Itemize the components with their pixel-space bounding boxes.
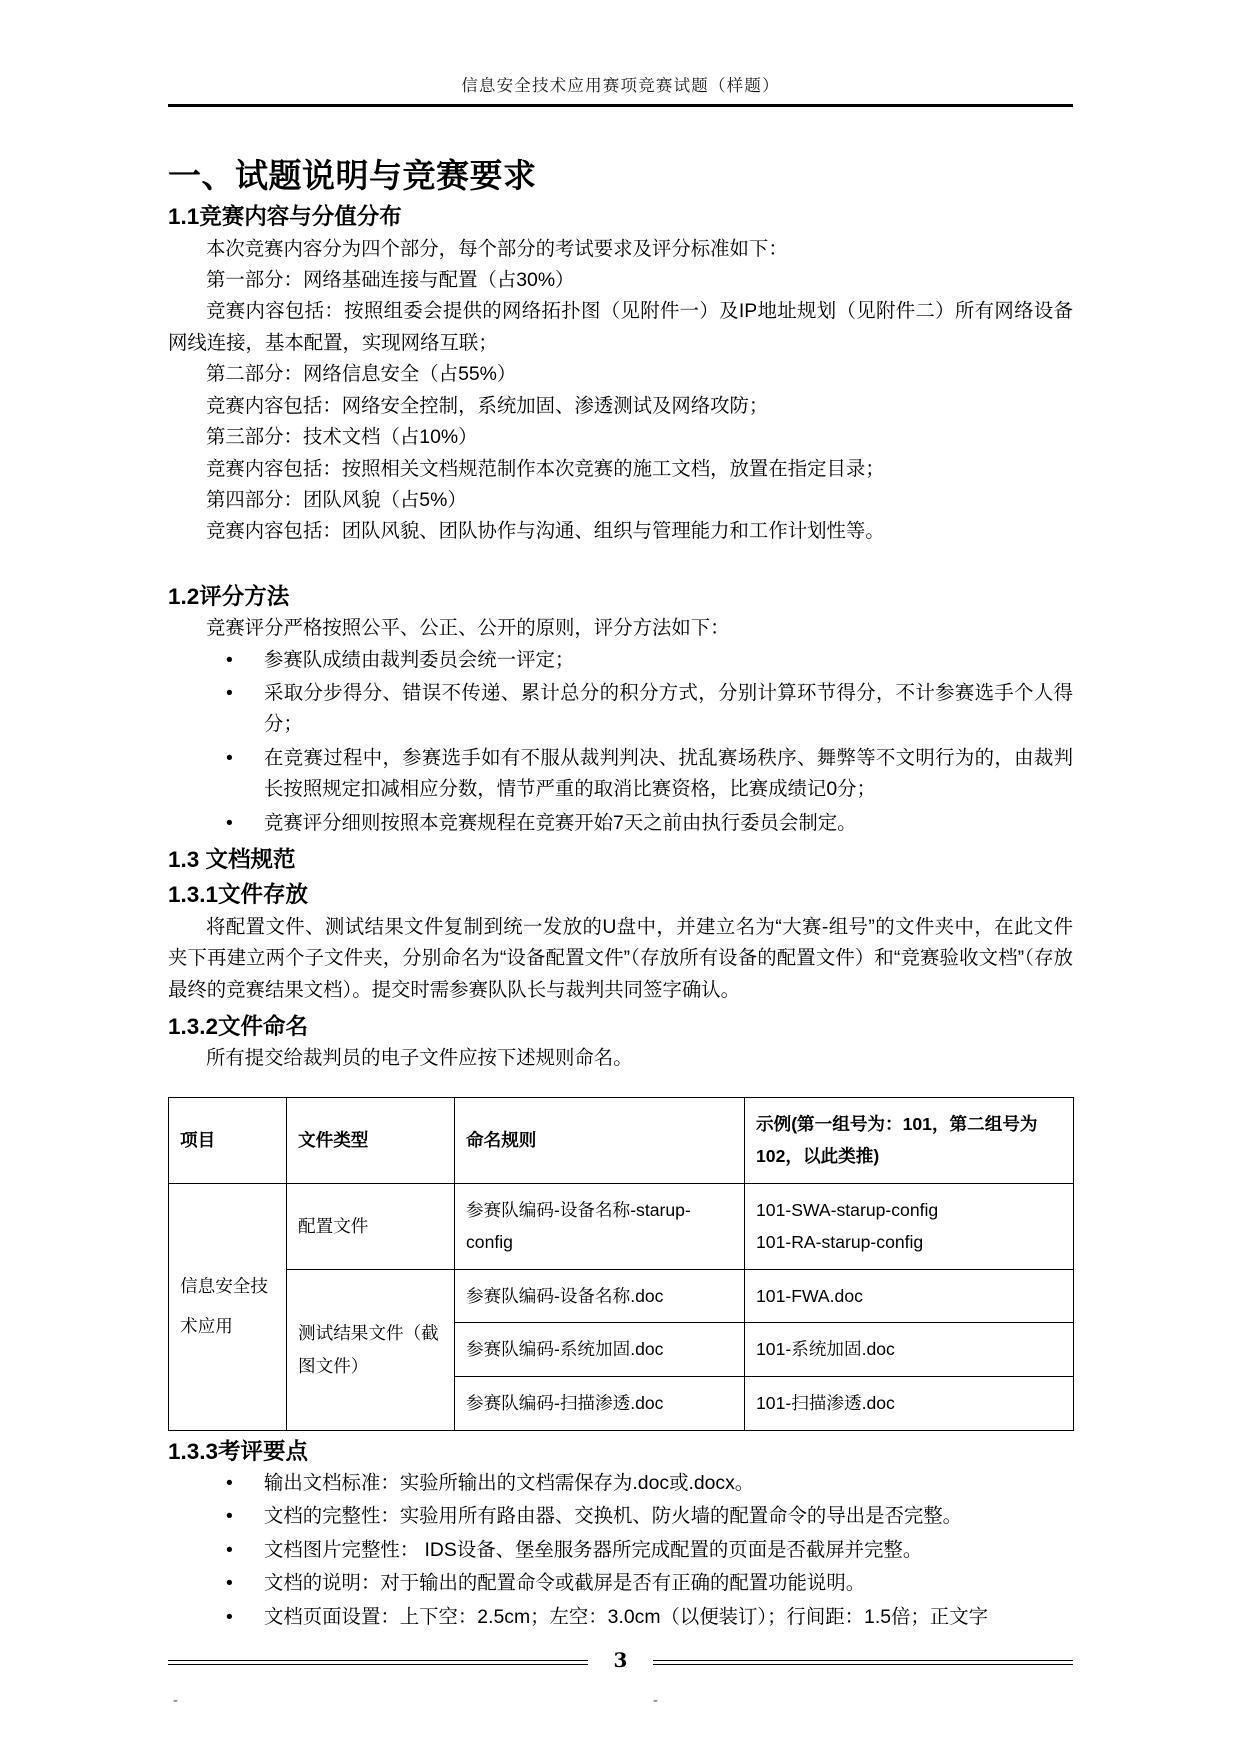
header-rule — [168, 104, 1073, 107]
item-name-line2: 术应用 — [180, 1315, 233, 1336]
table-cell-naming-rule: 参赛队编码-设备名称.doc — [455, 1269, 745, 1323]
file-naming-table — [168, 1097, 1074, 1431]
section-1-1-line-8: 竞赛内容包括：团队风貌、团队协作与沟通、组织与管理能力和工作计划性等。 — [206, 520, 885, 543]
item-name-line1: 信息安全技 — [180, 1276, 268, 1297]
section-1-1-line-2: 竞赛内容包括：按照组委会提供的网络拓扑图（见附件一）及IP地址规划（见附件二）所有网络设备网线连接，基本配置，实现网络互联； — [168, 300, 1073, 354]
list-item-label: 在竞赛过程中，参赛选手如有不服从裁判判决、扰乱赛场秩序、舞弊等不文明行为的，由裁判长按照规定扣减相应分数，情节严重的取消比赛资格，比赛成绩记0分； — [264, 746, 1073, 801]
footer-marks — [168, 1692, 1073, 1716]
list-item-label: 输出文档标准：实验所输出的文档需保存为.doc或.docx。 — [264, 1471, 755, 1494]
list-item-label: 参赛队成绩由裁判委员会统一评定； — [264, 648, 575, 671]
naming-rule-line2: config — [466, 1232, 513, 1253]
section-1-3-1-paragraph: 将配置文件、测试结果文件复制到统一发放的U盘中，并建立名为“大赛-组号”的文件夹中，在此文件夹下再建立两个子文件夹，分别命名为“设备配置文件”（存放所有设备的配置文件）和“竞赛验收文档”（存放最终的竞赛结果文档）。提交时需参赛队队长与裁判共同签字确认。 — [168, 915, 1073, 1001]
table-cell-example — [745, 1183, 1074, 1269]
section-heading-1-3: 1.3 文档规范 — [168, 847, 296, 873]
file-type-line1: 测试结果文件（截 — [298, 1323, 439, 1344]
section-1-1-line-7: 第四部分：团队风貌（占5%） — [206, 489, 467, 511]
footer-mark-left: - — [173, 1692, 178, 1709]
section-1-1-line-5: 第三部分：技术文档（占10%） — [206, 426, 478, 449]
list-item — [168, 1568, 1073, 1599]
table-cell-naming-rule: 参赛队编码-扫描渗透.doc — [455, 1376, 745, 1430]
table-cell-example: 101-系统加固.doc — [745, 1323, 1074, 1377]
table-header-naming-rule: 命名规则 — [455, 1097, 745, 1183]
table-cell-file-type — [287, 1269, 455, 1430]
section-1-2-bullet-list — [168, 645, 1073, 840]
section-heading-1-3-3: 1.3.3考评要点 — [168, 1438, 309, 1464]
section-heading-1-2: 1.2评分方法 — [168, 583, 290, 609]
bullet-icon: • — [226, 1605, 233, 1628]
bullet-icon: • — [226, 682, 233, 704]
bullet-icon: • — [226, 811, 233, 834]
bullet-icon: • — [226, 648, 233, 671]
table-row — [169, 1183, 1074, 1269]
file-type-line2: 图文件） — [298, 1355, 369, 1376]
bullet-icon: • — [226, 1471, 233, 1494]
list-item — [168, 1501, 1073, 1532]
page-title: 一、试题说明与竞赛要求 — [168, 157, 537, 194]
table-header-item: 项目 — [169, 1097, 287, 1183]
table-header-file-type: 文件类型 — [287, 1097, 455, 1183]
section-1-1-line-1: 第一部分：网络基础连接与配置（占30%） — [206, 268, 575, 291]
table-header-example — [745, 1097, 1074, 1183]
list-item-label: 文档图片完整性： IDS设备、堡垒服务器所完成配置的页面是否截屏并完整。 — [264, 1538, 923, 1561]
section-1-2-intro: 竞赛评分严格按照公平、公正、公开的原则，评分方法如下： — [206, 617, 730, 640]
table-cell-naming-rule — [455, 1183, 745, 1269]
table-cell-naming-rule: 参赛队编码-系统加固.doc — [455, 1323, 745, 1377]
list-item — [168, 808, 1073, 839]
section-1-3-2-paragraph: 所有提交给裁判员的电子文件应按下述规则命名。 — [206, 1047, 633, 1070]
running-title: 信息安全技术应用赛项竞赛试题（样题） — [461, 76, 780, 95]
table-cell-file-type: 配置文件 — [287, 1183, 455, 1269]
list-item-label: 采取分步得分、错误不传递、累计总分的积分方式，分别计算环节得分，不计参赛选手个人得分； — [264, 682, 1073, 736]
table-header-row — [169, 1097, 1074, 1183]
page-number: 3 — [613, 1648, 628, 1672]
section-1-3-3-bullet-list — [168, 1468, 1073, 1633]
list-item — [168, 1602, 1073, 1633]
list-item-label: 竞赛评分细则按照本竞赛规程在竞赛开始7天之前由执行委员会制定。 — [264, 811, 857, 834]
list-item-label: 文档的说明：对于输出的配置命令或截屏是否有正确的配置功能说明。 — [264, 1572, 866, 1595]
footer-mark-right: - — [653, 1692, 658, 1709]
table-cell-example: 101-扫描渗透.doc — [745, 1376, 1074, 1430]
section-heading-1-3-1: 1.3.1文件存放 — [168, 882, 309, 908]
list-item-label: 文档的完整性：实验用所有路由器、交换机、防火墙的配置命令的导出是否完整。 — [264, 1505, 963, 1528]
list-item — [168, 645, 1073, 676]
section-1-1-intro: 本次竞赛内容分为四个部分，每个部分的考试要求及评分标准如下： — [206, 237, 788, 260]
bullet-icon: • — [226, 1505, 233, 1528]
naming-rule-line1: 参赛队编码-设备名称-starup- — [466, 1199, 691, 1220]
footer-rule-row — [168, 1650, 1073, 1674]
table-row — [169, 1269, 1074, 1323]
page-header — [168, 72, 1073, 107]
section-1-1-line-4: 竞赛内容包括：网络安全控制，系统加固、渗透测试及网络攻防； — [206, 394, 769, 417]
list-item — [168, 1535, 1073, 1566]
example-line1: 101-SWA-starup-config — [756, 1199, 939, 1220]
list-item — [168, 1468, 1073, 1499]
list-item-label: 文档页面设置：上下空：2.5cm；左空：3.0cm（以便装订）；行间距：1.5倍；正文字 — [264, 1605, 988, 1628]
list-item — [168, 678, 1073, 741]
table-header-example-line1: 示例(第一组号为：101，第二组号为 — [756, 1113, 1038, 1134]
page-footer — [168, 1650, 1073, 1716]
table-cell-example: 101-FWA.doc — [745, 1269, 1074, 1323]
bullet-icon: • — [226, 1538, 233, 1561]
section-1-1-line-6: 竞赛内容包括：按照相关文档规范制作本次竞赛的施工文档，放置在指定目录； — [206, 457, 885, 480]
footer-rule-left — [168, 1660, 588, 1665]
bullet-icon: • — [226, 1572, 233, 1595]
page-content — [168, 155, 1073, 1635]
bullet-icon: • — [226, 746, 233, 769]
section-heading-1-3-2: 1.3.2文件命名 — [168, 1014, 309, 1039]
table-header-example-line2: 102，以此类推) — [756, 1146, 880, 1167]
footer-rule-right — [653, 1660, 1073, 1665]
list-item — [168, 743, 1073, 806]
table-cell-item-name — [169, 1183, 287, 1430]
example-line2: 101-RA-starup-config — [756, 1232, 924, 1253]
section-1-1-line-3: 第二部分：网络信息安全（占55%） — [206, 363, 517, 386]
section-heading-1-1: 1.1竞赛内容与分值分布 — [168, 204, 402, 230]
